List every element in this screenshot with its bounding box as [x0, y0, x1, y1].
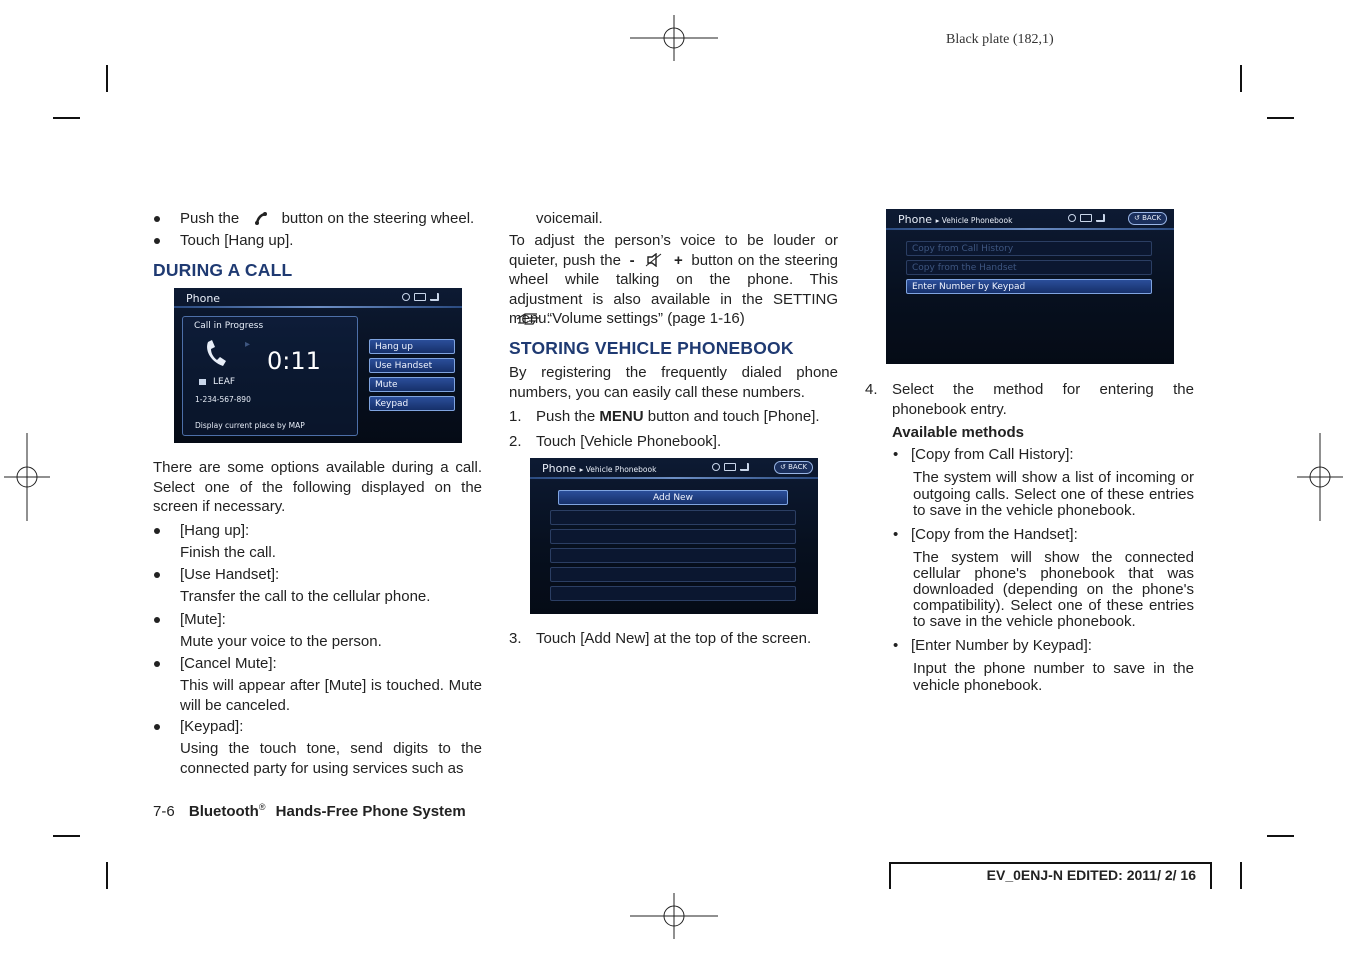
phonebook-screen-image	[530, 458, 818, 614]
copy-from-call-history-row[interactable]: Copy from Call History	[906, 241, 1152, 256]
volume-minus: -	[629, 251, 635, 269]
step-1-text-b: button and touch [Phone].	[647, 408, 820, 425]
screen-title-text: Phone	[542, 462, 577, 475]
registration-mark-icon	[630, 893, 718, 939]
intro-bullet-2: Touch [Hang up].	[180, 232, 294, 249]
menu-button-label: MENU	[599, 408, 644, 425]
step-2-number: 2.	[509, 433, 522, 450]
bullet	[154, 216, 160, 222]
copy-from-handset-row[interactable]: Copy from the Handset	[906, 260, 1152, 275]
edit-stamp: EV_0ENJ-N EDITED: 2011/ 2/ 16	[889, 862, 1212, 889]
registration-mark-icon	[4, 433, 50, 521]
call-screen-image	[174, 288, 462, 443]
battery-icon	[1080, 214, 1092, 222]
page-number: 7-6	[153, 803, 175, 820]
screen-title	[898, 213, 1012, 226]
phone-hangup-icon	[249, 211, 271, 225]
speaker-icon	[645, 253, 663, 267]
map-hint: Display current place by MAP	[195, 421, 305, 430]
continued-text: voicemail.	[536, 210, 603, 227]
heading-storing-phonebook: STORING VEHICLE PHONEBOOK	[509, 338, 794, 358]
back-arrow-icon: ↺	[780, 463, 786, 471]
step-3-text: Touch [Add New] at the top of the screen.	[536, 630, 812, 647]
step-1-text-a: Push the	[536, 408, 596, 425]
back-button[interactable]	[1128, 212, 1167, 225]
reference-hand-icon	[515, 311, 543, 327]
phonebook-intro: By registering the frequently dialed phone numbers, you can easily call these numbers.	[509, 364, 838, 401]
bullet	[154, 617, 160, 623]
bluetooth-icon	[402, 293, 410, 301]
call-panel-title: Call in Progress	[194, 321, 264, 331]
mute-button[interactable]: Mute	[369, 377, 455, 392]
page-footer	[153, 802, 466, 820]
use-handset-button[interactable]: Use Handset	[369, 358, 455, 373]
option-hang-up-desc: Finish the call.	[180, 544, 276, 561]
screen-divider	[174, 306, 462, 308]
signal-icon	[430, 293, 439, 301]
contact-name: LEAF	[213, 377, 236, 387]
bullet	[154, 238, 160, 244]
methods-heading: Available methods	[892, 424, 1024, 441]
volume-reference	[515, 309, 745, 329]
volume-reference-text[interactable]: “Volume settings” (page 1-16)	[547, 310, 745, 327]
signal-icon	[740, 463, 749, 471]
volume-plus: +	[673, 251, 683, 269]
add-new-button[interactable]: Add New	[558, 490, 788, 505]
registration-mark-icon	[630, 15, 718, 61]
crop-mark	[1240, 862, 1242, 889]
contact-number: 1-234-567-890	[195, 395, 251, 404]
method-2-dot: •	[893, 526, 899, 543]
back-label: BACK	[788, 463, 808, 471]
bullet	[154, 661, 160, 667]
method-1-dot: •	[893, 446, 899, 463]
method-2-label: [Copy from the Handset]:	[911, 526, 1078, 543]
section-title-a: Bluetooth	[188, 803, 259, 820]
phonebook-empty-row[interactable]	[550, 510, 796, 525]
plate-label: Black plate (182,1)	[946, 32, 1054, 47]
step-4-text: Select the method for entering the phonebook entry.	[892, 381, 1194, 418]
hang-up-button[interactable]: Hang up	[369, 339, 455, 354]
step-1-number: 1.	[509, 408, 522, 425]
option-keypad-desc: Using the touch tone, send digits to the connected party for using services such as	[180, 740, 482, 777]
step-4-number: 4.	[865, 381, 878, 398]
screen-title-text: Phone	[898, 213, 933, 226]
registered-mark: ®	[258, 802, 266, 812]
back-button[interactable]	[774, 461, 813, 474]
method-3-label: [Enter Number by Keypad]:	[911, 637, 1092, 654]
option-mute-desc: Mute your voice to the person.	[180, 633, 382, 650]
enter-number-by-keypad-row[interactable]: Enter Number by Keypad	[906, 279, 1152, 294]
option-hang-up-label: [Hang up]:	[180, 522, 250, 539]
method-3-dot: •	[893, 637, 899, 654]
bluetooth-icon	[712, 463, 720, 471]
step-1-text	[536, 407, 820, 427]
crop-mark	[106, 862, 108, 889]
volume-text-b: button on the steering wheel while talking on the phone. This adjustment is also available in the SETTING menu.	[509, 251, 838, 327]
option-cancel-mute-label: [Cancel Mute]:	[180, 655, 277, 672]
screen-subtitle: ▸ Vehicle Phonebook	[579, 465, 657, 474]
step-3-number: 3.	[509, 630, 522, 647]
screen-divider	[530, 477, 818, 479]
method-1-label: [Copy from Call History]:	[911, 446, 1074, 463]
volume-text-a: To adjust the person’s voice to be louder or quieter, push the	[509, 232, 838, 269]
battery-icon	[414, 293, 426, 301]
battery-icon	[724, 463, 736, 471]
crop-mark	[106, 65, 108, 92]
option-cancel-mute-desc: This will appear after [Mute] is touched. Mute will be canceled.	[180, 677, 482, 714]
bullet	[154, 724, 160, 730]
status-icons	[1068, 214, 1105, 222]
screen-title	[542, 462, 656, 475]
handset-icon	[203, 339, 229, 369]
screen-subtitle: ▸ Vehicle Phonebook	[935, 216, 1013, 225]
option-use-handset-desc: Transfer the call to the cellular phone.	[180, 588, 431, 605]
crop-mark	[53, 117, 80, 119]
call-panel	[182, 316, 358, 436]
crop-mark	[1240, 65, 1242, 92]
option-keypad-label: [Keypad]:	[180, 718, 244, 735]
call-timer: 0:11	[267, 347, 321, 375]
screen-divider	[886, 228, 1174, 230]
bullet	[154, 572, 160, 578]
keypad-button[interactable]: Keypad	[369, 396, 455, 411]
heading-during-a-call: DURING A CALL	[153, 260, 293, 280]
phonebook-empty-row[interactable]	[550, 567, 796, 582]
back-arrow-icon: ↺	[1134, 214, 1140, 222]
phonebook-empty-row[interactable]	[550, 586, 796, 601]
method-1-desc: The system will show a list of incoming or outgoing calls. Select one of these entries to save in the vehicle phonebook.	[913, 469, 1194, 519]
intro-bullet-1	[180, 209, 485, 229]
crop-mark	[53, 835, 80, 837]
phonebook-empty-row[interactable]	[550, 529, 796, 544]
intro-text-b: button on the steering wheel.	[281, 210, 475, 227]
step-2-text: Touch [Vehicle Phonebook].	[536, 433, 722, 450]
crop-mark	[1267, 835, 1294, 837]
signal-icon	[1096, 214, 1105, 222]
option-use-handset-label: [Use Handset]:	[180, 566, 280, 583]
options-intro: There are some options available during a call. Select one of the following displayed on the screen if necessary.	[153, 459, 482, 515]
registration-mark-icon	[1297, 433, 1343, 521]
section-title-b: Hands-Free Phone System	[275, 803, 466, 820]
option-mute-label: [Mute]:	[180, 611, 226, 628]
status-icons	[712, 463, 749, 471]
bluetooth-icon	[1068, 214, 1076, 222]
intro-text-a: Push the	[180, 210, 240, 227]
entry-method-screen-image	[886, 209, 1174, 364]
bullet	[154, 528, 160, 534]
phonebook-empty-row[interactable]	[550, 548, 796, 563]
back-label: BACK	[1142, 214, 1162, 222]
status-icons	[402, 293, 439, 301]
method-2-desc: The system will show the connected cellular phone's phonebook that was downloaded (depending on the phone's compatibility). Select one of these entries to save in the vehicle phonebook.	[913, 549, 1194, 630]
method-3-desc: Input the phone number to save in the vehicle phonebook.	[913, 660, 1194, 694]
crop-mark	[1267, 117, 1294, 119]
screen-title: Phone	[186, 292, 221, 305]
contact-icon	[199, 379, 206, 385]
speaker-wave-icon: ▸	[245, 339, 251, 350]
